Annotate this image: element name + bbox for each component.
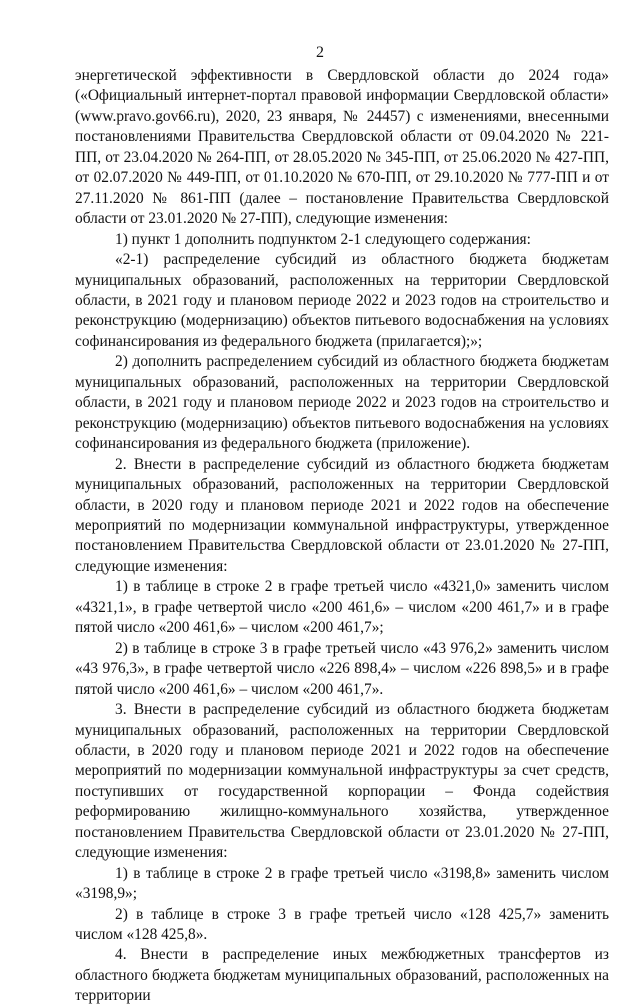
paragraph-item-1-2: 2) дополнить распределением субсидий из областного бюджета бюджетам муниципальных образований, расположенных на территории Свердловской области, в 2021 году и плановом периоде 2022 и 2023 годов на строительство и реконструкцию (модернизацию) объектов питьевого водоснабжения на условиях софинансирования из федерального бюджета (приложение). xyxy=(75,353,609,453)
paragraph-item-3-1: 1) в таблице в строке 2 в графе третьей число «3198,8» заменить числом «3198,9»; xyxy=(75,864,609,903)
document-body xyxy=(75,66,609,1007)
paragraph-quote-2-1: «2-1) распределение субсидий из областного бюджета бюджетам муниципальных образований, расположенных на территории Свердловской области, в 2021 году и плановом периоде 2022 и 2023 годов на строительство и реконструкцию (модернизацию) объектов питьевого водоснабжения на условиях софинансирования из федерального бюджета (прилагается);»; xyxy=(75,251,609,350)
paragraph-item-1-1: 1) пункт 1 дополнить подпунктом 2-1 следующего содержания: xyxy=(115,230,531,248)
paragraph-section-3: 3. Внести в распределение субсидий из областного бюджета бюджетам муниципальных образований, расположенных на территории Свердловской области, в 2020 году и плановом периоде 2021 и 2022 годов на обеспечение мероприятий по модернизации коммунальной инфраструктуры за счет средств, поступивших от государственной корпорации – Фонда содействия реформированию жилищно-коммунального хозяйства, утвержденное постановлением Правительства Свердловской области от 23.01.2020 № 27-ПП, следующие изменения: xyxy=(75,701,609,862)
paragraph-item-2-2: 2) в таблице в строке 3 в графе третьей число «43 976,2» заменить числом «43 976,3», в графе четвертой число «226 898,4» – числом «226 898,5» и в графе пятой число «200 461,6» – числом «200 461,7». xyxy=(75,639,609,698)
paragraph-section-2: 2. Внести в распределение субсидий из областного бюджета бюджетам муниципальных образований, расположенных на территории Свердловской области, в 2020 году и плановом периоде 2021 и 2022 годов на обеспечение мероприятий по модернизации коммунальной инфраструктуры, утвержденное постановлением Правительства Свердловской области от 23.01.2020 № 27-ПП, следующие изменения: xyxy=(75,455,609,575)
paragraph-section-4: 4. Внести в распределение иных межбюджетных трансфертов из областного бюджета бюджетам муниципальных образований, расположенных на территории xyxy=(75,946,609,1005)
paragraph-item-2-1: 1) в таблице в строке 2 в графе третьей число «4321,0» заменить числом «4321,1», в графе четвертой число «200 461,6» – числом «200 461,7» и в графе пятой число «200 461,6» – числом «200 461,7»; xyxy=(75,578,609,637)
paragraph-item-3-2: 2) в таблице в строке 3 в графе третьей число «128 425,7» заменить числом «128 425,8». xyxy=(75,905,609,944)
page-number: 2 xyxy=(316,44,324,61)
paragraph-continuation: энергетической эффективности в Свердловской области до 2024 года» («Официальный интернет-портал правовой информации Свердловской области» (www.pravo.gov66.ru), 2020, 23 января, № 24457) с изменениями, внесенными постановлениями Правительства Свердловской области от 09.04.2020 № 221-ПП, от 23.04.2020 № 264-ПП, от 28.05.2020 № 345-ПП, от 25.06.2020 № 427-ПП, от 02.07.2020 № 449-ПП, от 01.10.2020 № 670-ПП, от 29.10.2020 № 777-ПП и от 27.11.2020 № 861-ПП (далее – постановление Правительства Свердловской области от 23.01.2020 № 27-ПП), следующие изменения: xyxy=(75,67,609,228)
